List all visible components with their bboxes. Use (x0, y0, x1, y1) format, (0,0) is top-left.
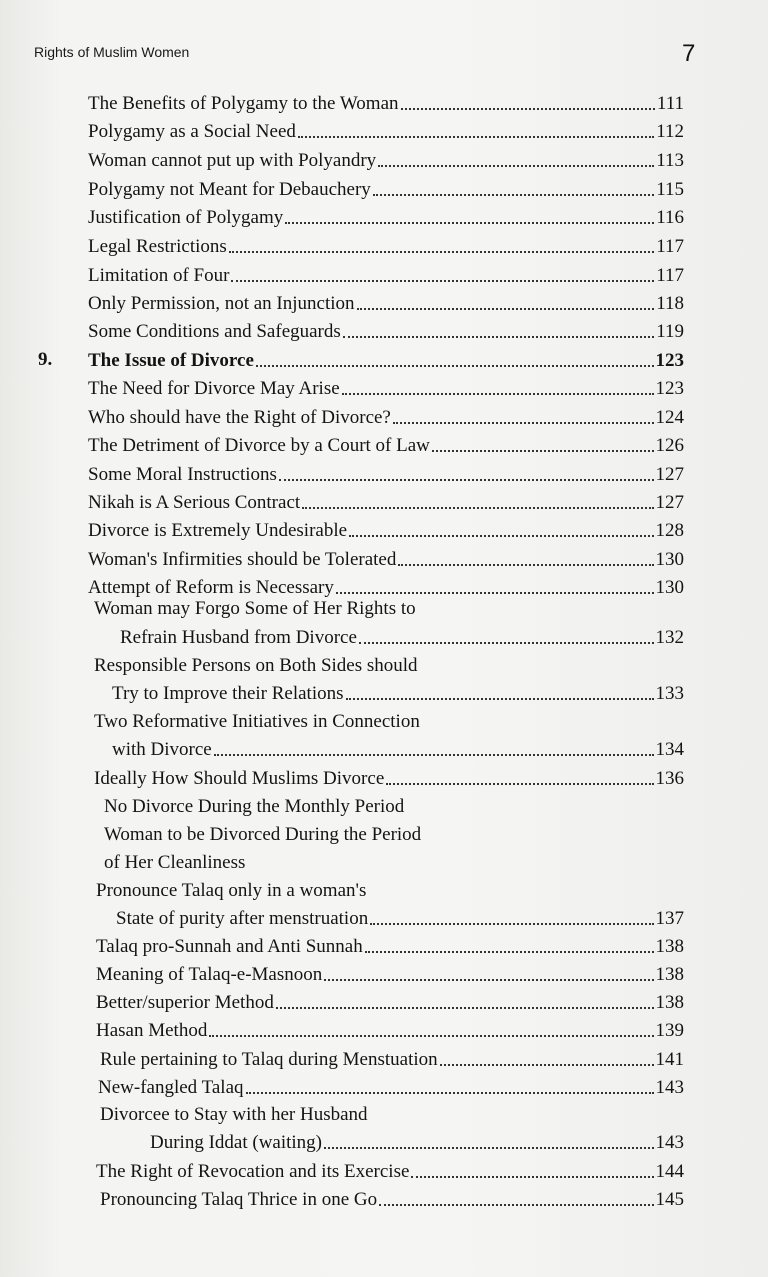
toc-entry: Woman's Infirmities should be Tolerated 130 (88, 549, 684, 570)
toc-entry: Woman cannot put up with Polyandry 113 (88, 150, 684, 171)
toc-entry: Limitation of Four 117 (88, 265, 684, 286)
toc-entry: Nikah is A Serious Contract 127 (88, 492, 684, 513)
toc-entry: Some Moral Instructions 127 (88, 464, 684, 485)
toc-entry: Who should have the Right of Divorce? 124 (88, 407, 684, 428)
page-number: 7 (682, 40, 696, 67)
toc-entry: Try to Improve their Relations 133 (112, 683, 684, 704)
toc-entry: During Iddat (waiting) 143 (150, 1132, 684, 1153)
toc-entry: Polygamy as a Social Need 112 (88, 121, 684, 142)
toc-entry: Divorce is Extremely Undesirable 128 (88, 520, 684, 541)
toc-entry: Refrain Husband from Divorce 132 (120, 627, 684, 648)
toc-entry: Better/superior Method 138 (96, 992, 684, 1013)
toc-entry: New-fangled Talaq 143 (98, 1077, 684, 1098)
toc-entry: Ideally How Should Muslims Divorce 136 (94, 768, 684, 789)
toc-entry: Hasan Method 139 (96, 1020, 684, 1041)
toc-entry: Pronouncing Talaq Thrice in one Go 145 (100, 1189, 684, 1210)
toc-entry: with Divorce 134 (112, 739, 684, 760)
toc-entry: State of purity after menstruation 137 (116, 908, 684, 929)
toc-entry-first-line: Divorcee to Stay with her Husband (100, 1104, 368, 1125)
toc-entry-first-line: Responsible Persons on Both Sides should (94, 655, 418, 676)
toc-entry-first-line: Two Reformative Initiatives in Connection (94, 711, 420, 732)
toc-entry: The Benefits of Polygamy to the Woman 111 (88, 93, 684, 114)
toc-entry: Rule pertaining to Talaq during Menstuation 141 (100, 1049, 684, 1070)
toc-entry: Legal Restrictions 117 (88, 236, 684, 257)
toc-entry: Attempt of Reform is Necessary 130 (88, 577, 684, 598)
toc-entry: The Need for Divorce May Arise 123 (88, 378, 684, 399)
toc-entry: Only Permission, not an Injunction 118 (88, 293, 684, 314)
toc-entry: Meaning of Talaq-e-Masnoon 138 (96, 964, 684, 985)
toc-entry: The Right of Revocation and its Exercise 144 (96, 1161, 684, 1182)
chapter-heading: The Issue of Divorce 123 (88, 350, 684, 371)
toc-subentry: No Divorce During the Monthly Period (104, 796, 405, 817)
running-title: Rights of Muslim Women (34, 44, 190, 60)
toc-entry: Some Conditions and Safeguards 119 (88, 321, 684, 342)
toc-entry-first-line: Pronounce Talaq only in a woman's (96, 880, 367, 901)
toc-entry: Talaq pro-Sunnah and Anti Sunnah 138 (96, 936, 684, 957)
toc-subentry: Woman to be Divorced During the Period (104, 824, 422, 845)
toc-entry: Justification of Polygamy 116 (88, 207, 684, 228)
toc-entry: Polygamy not Meant for Debauchery 115 (88, 179, 684, 200)
toc-entry-first-line: Woman may Forgo Some of Her Rights to (94, 598, 416, 619)
toc-subentry: of Her Cleanliness (104, 852, 246, 873)
toc-entry: The Detriment of Divorce by a Court of Law 126 (88, 435, 684, 456)
chapter-number: 9. (38, 349, 53, 370)
